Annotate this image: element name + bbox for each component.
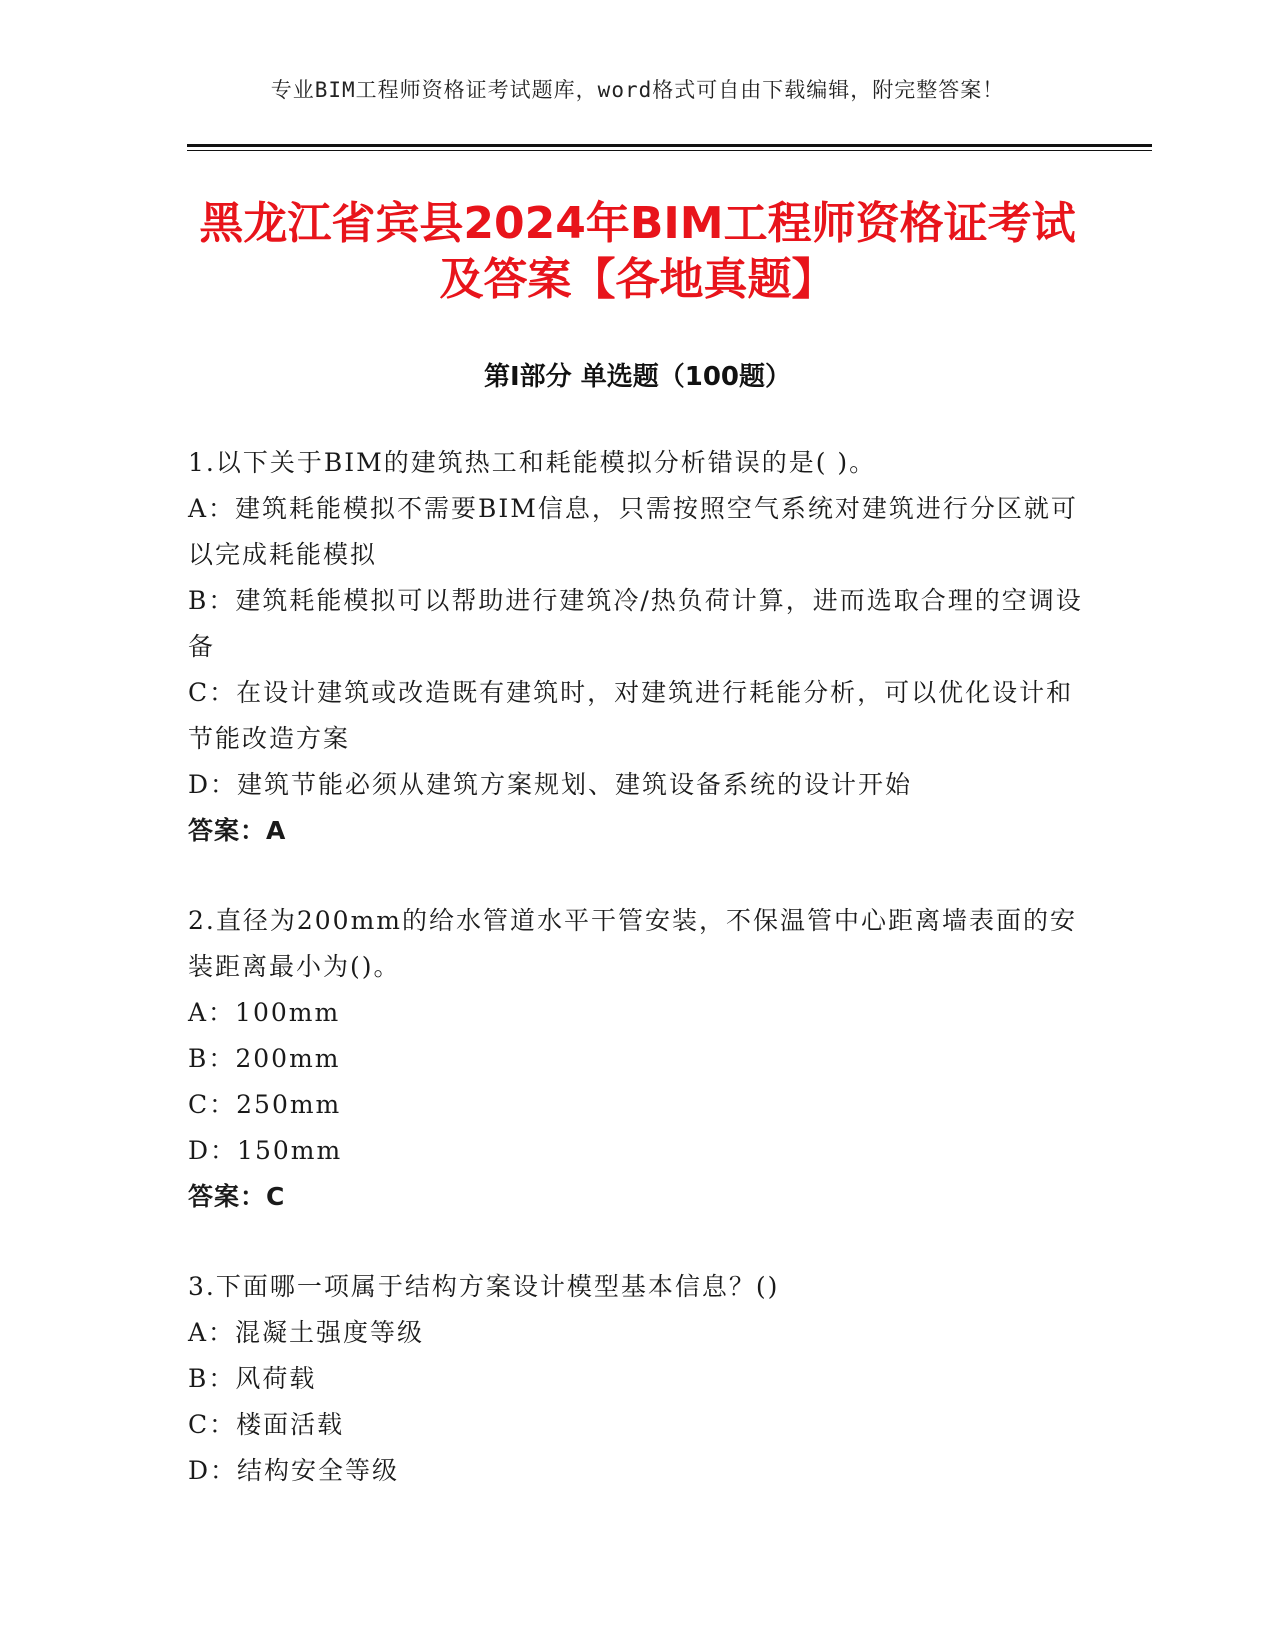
option-d: D：建筑节能必须从建筑方案规划、建筑设备系统的设计开始 [188, 770, 913, 799]
answer: 答案：C [188, 1182, 286, 1211]
document-title-line-1: 黑龙江省宾县2024年BIM工程师资格证考试 [199, 198, 1076, 249]
option-c: C：在设计建筑或改造既有建筑时，对建筑进行耗能分析，可以优化设计和节能改造方案 [188, 678, 1074, 753]
section-heading: 第Ⅰ部分 单选题（100题） [484, 362, 791, 392]
option-d: D：150mm [188, 1136, 343, 1165]
option-d: D：结构安全等级 [188, 1456, 400, 1485]
question-2 [188, 898, 1088, 1220]
option-a: A：混凝土强度等级 [188, 1318, 425, 1347]
document-title-line-2: 及答案【各地真题】 [439, 254, 836, 305]
question-3 [188, 1264, 1088, 1494]
header-note: 专业BIM工程师资格证考试题库，word格式可自由下载编辑，附完整答案！ [270, 78, 1005, 102]
document-title [0, 196, 1275, 308]
question-stem: 3.下面哪一项属于结构方案设计模型基本信息？() [188, 1272, 780, 1301]
option-a: A：建筑耗能模拟不需要BIM信息，只需按照空气系统对建筑进行分区就可以完成耗能模拟 [188, 494, 1078, 569]
question-stem: 1.以下关于BIM的建筑热工和耗能模拟分析错误的是( )。 [188, 448, 877, 477]
answer: 答案：A [188, 816, 287, 845]
option-a: A：100mm [188, 998, 341, 1027]
option-b: B：建筑耗能模拟可以帮助进行建筑冷/热负荷计算，进而选取合理的空调设备 [188, 586, 1083, 661]
option-c: C：楼面活载 [188, 1410, 345, 1439]
option-c: C：250mm [188, 1090, 342, 1119]
option-b: B：风荷载 [188, 1364, 317, 1393]
header-rule-thin [187, 150, 1152, 151]
option-b: B：200mm [188, 1044, 341, 1073]
question-1 [188, 440, 1088, 854]
question-list [188, 440, 1088, 1538]
question-stem: 2.直径为200mm的给水管道水平干管安装，不保温管中心距离墙表面的安装距离最小为()。 [188, 906, 1077, 981]
header-rule-thick [187, 144, 1152, 147]
